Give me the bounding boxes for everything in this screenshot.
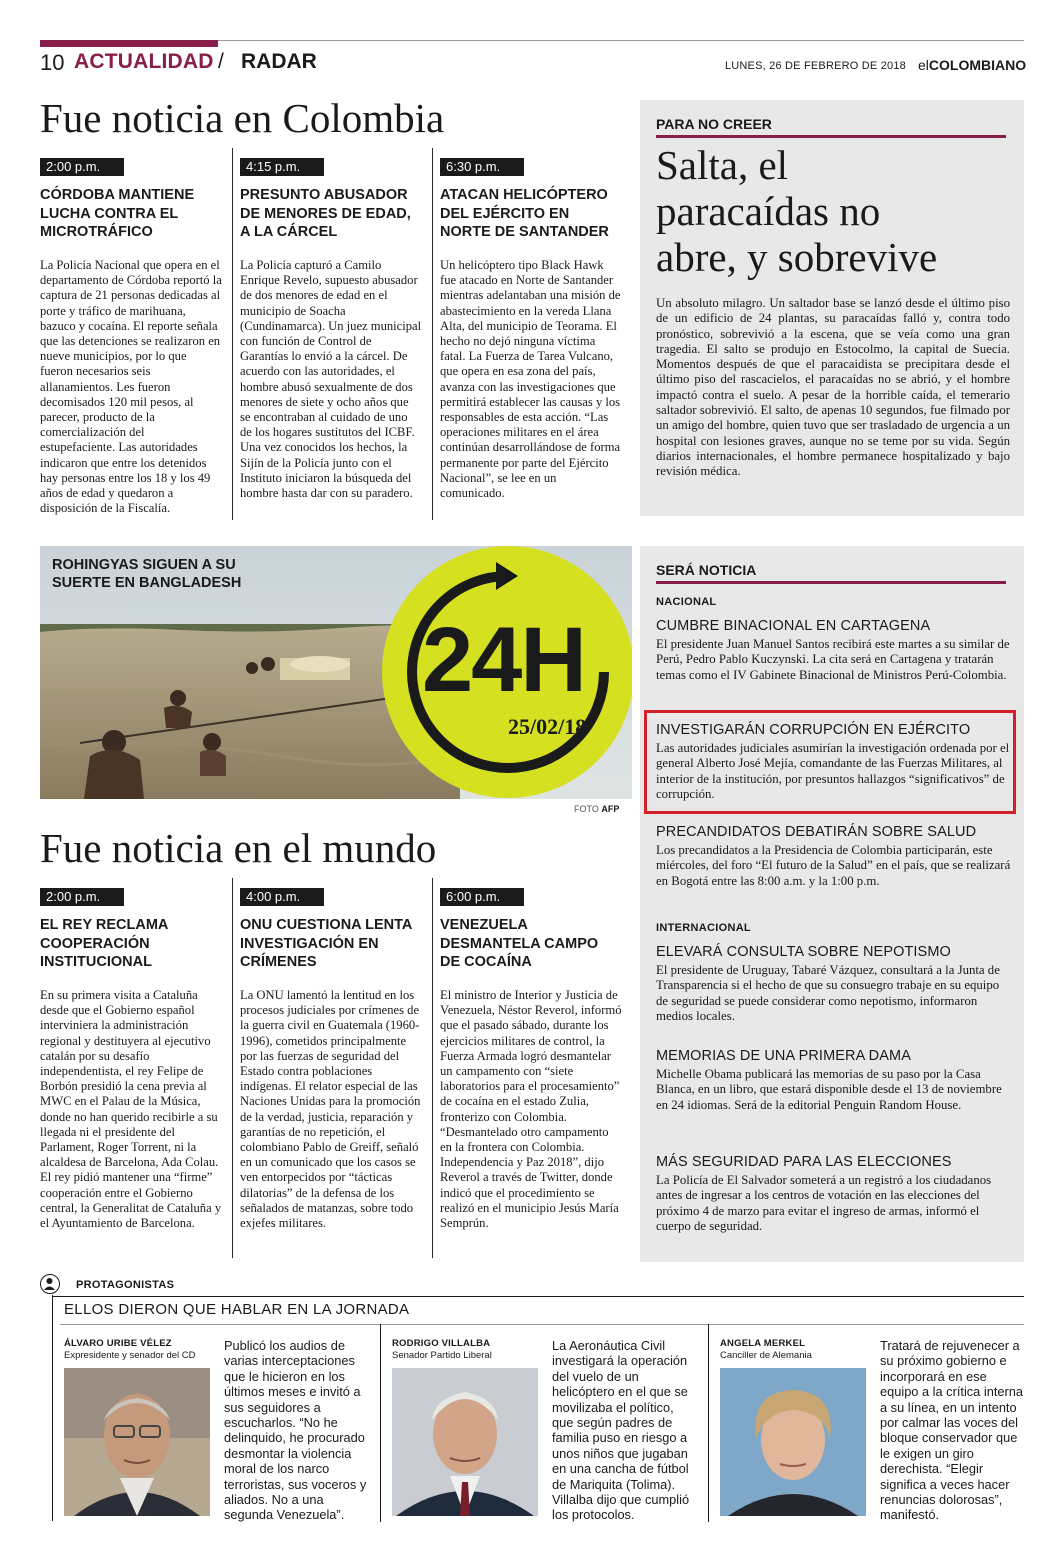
item-headline: MÁS SEGURIDAD PARA LAS ELECCIONES (656, 1154, 952, 1170)
column-divider (432, 148, 433, 520)
column-divider (232, 148, 233, 520)
story-body: Un helicóptero tipo Black Hawk fue atacado en Norte de Santander mientras adelantaban una misión de abastecimiento en la vereda Llana Alta, del municipio de Teorama. El hecho no dejó ninguna víctima fatal. La Fuerza de Tarea Vulcano, que opera en esa zona del país, avanza con las investigaciones que permitirá establecer las causas y los responsables de esta acción. “Las operaciones militares en el área continúan desarrollándose de forma permanente por parte del Ejército Nacional”, se lee en un comunicado. (440, 258, 621, 501)
credit-agency: AFP (601, 804, 620, 814)
item-headline: INVESTIGARÁN CORRUPCIÓN EN EJÉRCITO (656, 722, 971, 738)
protagonistas-subtitle: ELLOS DIERON QUE HABLAR EN LA JORNADA (64, 1301, 410, 1318)
protagonist-name: ANGELA MERKEL (720, 1338, 806, 1349)
protagonist-text: La Aeronáutica Civil investigará la operación del vuelo de un helicóptero en el que se movilizaba el político, que según padres de familia puso en riesgo a unos niños que jugaban en una cancha de fútbol de Mariquita (Tolima). Villalba dijo que cumplió los protocolos. (552, 1338, 690, 1523)
rohingya-photo (40, 546, 632, 799)
time-tag: 2:00 p.m. (40, 888, 124, 906)
column-divider (432, 878, 433, 1258)
para-no-creer-body: Un absoluto milagro. Un saltador base se lanzó desde el último piso de un edificio de 24 plantas, su paracaídas falló y, contra todo pronóstico, sobrevivió a la escena, que se veía como una gran tragedia. El salto se produjo en Estocolmo, la capital de Suecia. Momentos después de que el paracaidista se precipitara desde el último piso del rascacielos, el paracaídas no se abrió, y el hombre impactó contra el suelo. A pesar de la horrible caída, el temerario saltador sobrevivió. El salto, de apenas 10 segundos, fue filmado por un amigo del hombre, quien tuvo que ser trasladado de urgencia a un hospital con lesiones graves, aunque no se teme por su vida. Según diarios internacionales, el hombre permanece hospitalizado y bajo revisión médica. (656, 296, 1010, 479)
story-headline: EL REY RECLAMA COOPERACIÓN INSTITUCIONAL (40, 917, 168, 970)
colombia-story-3 (440, 158, 622, 501)
sera-noticia-box (640, 546, 1024, 1262)
subsection-name: RADAR (241, 50, 317, 73)
time-tag: 4:15 p.m. (240, 158, 324, 176)
item-headline: MEMORIAS DE UNA PRIMERA DAMA (656, 1048, 911, 1064)
villalba-portrait (392, 1368, 538, 1516)
headline-line: abre, y sobrevive (656, 234, 938, 280)
colombia-story-1 (40, 158, 222, 516)
uribe-portrait (64, 1368, 210, 1516)
protagonist-name: RODRIGO VILLALBA (392, 1338, 491, 1349)
kicker-rule (656, 135, 1006, 138)
protagonistas-rule (52, 1296, 1024, 1297)
mundo-story-1 (40, 888, 222, 1231)
protagonist-text: Publicó los audios de varias interceptaciones que le hicieron en los últimos meses e invitó a sus seguidores a escucharlos. “No he delinquido, he procurado desmontar la violencia moral de los narco terroristas, sus voceros y aliados. No a una segunda Venezuela”. (224, 1338, 367, 1523)
story-headline: CÓRDOBA MANTIENE LUCHA CONTRA EL MICROTRÁFICO (40, 187, 195, 240)
sera-noticia-item (656, 944, 1012, 1024)
column-divider (708, 1324, 709, 1522)
column-divider (232, 878, 233, 1258)
story-headline: ONU CUESTIONA LENTA INVESTIGACIÓN EN CRÍMENES (240, 917, 412, 970)
column-divider (380, 1324, 381, 1522)
mundo-story-3 (440, 888, 622, 1231)
person-icon (40, 1274, 60, 1294)
item-body: La Policía de El Salvador someterá a un registró a los ciudadanos antes de ingresar a los centros de votación en las elecciones del próximo 4 de marzo para evitar el ingreso de armas, informó el cuerpo de seguridad. (656, 1173, 992, 1233)
story-body: El ministro de Interior y Justicia de Venezuela, Néstor Reverol, informó que el pasado sábado, durante los ejercicios militares de control, la Fuerza Armada logró desmantelar un campamento con “siete laboratorios para el procesamiento” de cocaína en el estado Zulia, fronterizo con Colombia. “Desmantelado otro campamento en la frontera con Colombia. Independencia y Paz 2018”, dijo Reverol a través de Twitter, donde indicó que el procedimiento se realizó en el municipio Jesús María Semprún. (440, 988, 622, 1231)
merkel-portrait (720, 1368, 866, 1516)
story-body: La Policía Nacional que opera en el departamento de Córdoba reportó la captura de 21 personas dedicadas al porte y tráfico de marihuana, bazuco y cocaína. El reporte señala que las detenciones se realizaron en nueve municipios, por lo que fueron necesarios seis allanamientos. Les fueron decomisados 120 mil pesos, al parecer, producto de la comercialización del estupefaciente. Las autoridades indicaron que entre los detenidos hay personas entre los 18 y los 49 años de edad y quedaron a disposición de la Fiscalía. (40, 258, 222, 516)
item-body: El presidente Juan Manuel Santos recibirá este martes a su similar de Perú, Pedro Pablo Kuczynski. La cita será en Cartagena y tratarán temas como el IV Gabinete Binacional de Ministros Perú-Colombia. (656, 637, 1010, 682)
protagonist-role: Senador Partido Liberal (392, 1350, 492, 1361)
protagonist-role: Expresidente y senador del CD (64, 1350, 196, 1361)
protagonistas-subrule (60, 1324, 1024, 1325)
colombia-story-2 (240, 158, 422, 501)
time-tag: 2:00 p.m. (40, 158, 124, 176)
item-body: Los precandidatos a la Presidencia de Colombia participarán, este miércoles, del foro “El futuro de la Salud” en el país, que se realizará en Bogotá entre las 8:00 a.m. y la 1:00 p.m. (656, 843, 1011, 888)
item-headline: ELEVARÁ CONSULTA SOBRE NEPOTISMO (656, 944, 951, 960)
page-number: 10 (40, 50, 65, 75)
24h-date: 25/02/18 (508, 714, 587, 739)
time-tag: 6:00 p.m. (440, 888, 524, 906)
item-body: Las autoridades judiciales asumirían la investigación ordenada por el general Alberto José Mejía, comandante de las Fuerzas Militares, al interior de la institución, por presuntos hallazgos “significativos” de corrupción. (656, 741, 1010, 801)
para-no-creer-headline (656, 142, 1016, 280)
24h-logo-text: 24H (422, 609, 585, 711)
story-body: La Policía capturó a Camilo Enrique Revelo, supuesto abusador de dos menores de edad en el municipio de Soacha (Cundinamarca). Un juez municipal con función de Control de Garantías lo envió a la cárcel. De acuerdo con las autoridades, el hombre abusó sexualmente de dos menores de siete y ocho años que se encontraban al cuidado de uno de los hogares sustitutos del ICBF. Una vez conocidos los hechos, la Sijín de la Policía junto con el Instituto iniciaron la búsqueda del hombre hasta dar con su paradero. (240, 258, 422, 501)
protagonist-name: ÁLVARO URIBE VÉLEZ (64, 1338, 172, 1349)
para-no-creer-kicker: PARA NO CREER (656, 116, 772, 132)
headline-line: paracaídas no (656, 188, 881, 234)
time-tag: 4:00 p.m. (240, 888, 324, 906)
headline-line: Salta, el (656, 142, 789, 188)
sera-noticia-item (656, 618, 1012, 683)
protagonistas-kicker: PROTAGONISTAS (76, 1279, 175, 1291)
story-headline: ATACAN HELICÓPTERO DEL EJÉRCITO EN NORTE DE SANTANDER (440, 187, 609, 240)
internacional-label: INTERNACIONAL (656, 922, 751, 934)
sera-noticia-item (656, 1154, 1012, 1234)
item-body: Michelle Obama publicará las memorias de su paso por la Casa Blanca, en un libro, que estará disponible desde el 13 de noviembre en 24 idiomas. Será de la editorial Penguin Random House. (656, 1067, 1002, 1112)
nacional-label: NACIONAL (656, 596, 717, 608)
item-headline: PRECANDIDATOS DEBATIRÁN SOBRE SALUD (656, 824, 977, 840)
portrait-image (720, 1368, 866, 1516)
colombia-section-title: Fue noticia en Colombia (40, 95, 445, 141)
story-headline: PRESUNTO ABUSADOR DE MENORES DE EDAD, A LA CÁRCEL (240, 187, 411, 240)
story-body: En su primera visita a Cataluña desde que el Gobierno español interviniera la administración regional y destituyera al ejecutivo catalán por su desafío independentista, el rey Felipe de Borbón presidió la cena previa al MWC en el Palau de la Música, donde no han querido recibirle a su llegada ni el presidente del Parlament, Roger Torrent, ni la alcaldesa de Barcelona, Ada Colau. El rey pidió mantener una “firme” cooperación entre el Gobierno central, la Generalitat de Cataluña y el Ayuntamiento de Barcelona. (40, 988, 222, 1231)
time-tag: 6:30 p.m. (440, 158, 524, 176)
protagonist-role: Canciller de Alemania (720, 1350, 812, 1361)
brand-prefix: el (918, 57, 929, 73)
story-body: La ONU lamentó la lentitud en los procesos judiciales por crímenes de la guerra civil en Guatemala (1960-1996), cometidos principalmente por las fuerzas de seguridad del Estado contra poblaciones indígenas. El relator especial de las Naciones Unidas para la promoción de la verdad, justicia, reparación y garantías de no repetición, el colombiano Pablo de Greiff, señaló en un comunicado que los casos se ven entorpecidos por “tácticas dilatorias” de la defensa de los señalados de matanzas, sobre todo exjefes militares. (240, 988, 421, 1231)
kicker-rule (656, 581, 1006, 584)
header-accent-bar (40, 40, 218, 47)
section-name: ACTUALIDAD (74, 50, 214, 73)
portrait-image (64, 1368, 210, 1516)
portrait-image (392, 1368, 538, 1516)
sera-noticia-item (656, 824, 1012, 889)
sera-noticia-kicker: SERÁ NOTICIA (656, 562, 757, 578)
brand-name: COLOMBIANO (928, 57, 1027, 73)
para-no-creer-box (640, 100, 1024, 516)
newspaper-brand (918, 57, 1026, 73)
credit-label: FOTO (574, 804, 599, 814)
sera-noticia-item (656, 1048, 1012, 1113)
person-glyph (41, 1275, 58, 1292)
item-body: El presidente de Uruguay, Tabaré Vázquez, consultará a la Junta de Transparencia si el hecho de que su consuegro trabaje en su equipo de seguridad se puede considerar como nepotismo, informaron medios locales. (656, 963, 1000, 1023)
story-headline: VENEZUELA DESMANTELA CAMPO DE COCAÍNA (440, 917, 599, 970)
photo-credit (574, 804, 619, 814)
mundo-section-title: Fue noticia en el mundo (40, 825, 437, 871)
item-headline: CUMBRE BINACIONAL EN CARTAGENA (656, 618, 931, 634)
photo-caption: ROHINGYAS SIGUEN A SU SUERTE EN BANGLADESH (52, 557, 242, 591)
sera-noticia-item-highlighted (656, 722, 1012, 802)
protagonistas-rule-vertical (52, 1295, 53, 1521)
protagonist-text: Tratará de rejuvenecer a su próximo gobierno e incorporará en ese equipo a la crítica interna a su línea, en un intento por calmar las voces del bloque conservador que le exigen un giro derechista. “Elegir significa a veces hacer renuncias dolorosas”, manifestó. (880, 1338, 1023, 1523)
edition-date: LUNES, 26 DE FEBRERO DE 2018 (724, 60, 906, 72)
section-separator: / (218, 50, 224, 73)
mundo-story-2 (240, 888, 422, 1231)
